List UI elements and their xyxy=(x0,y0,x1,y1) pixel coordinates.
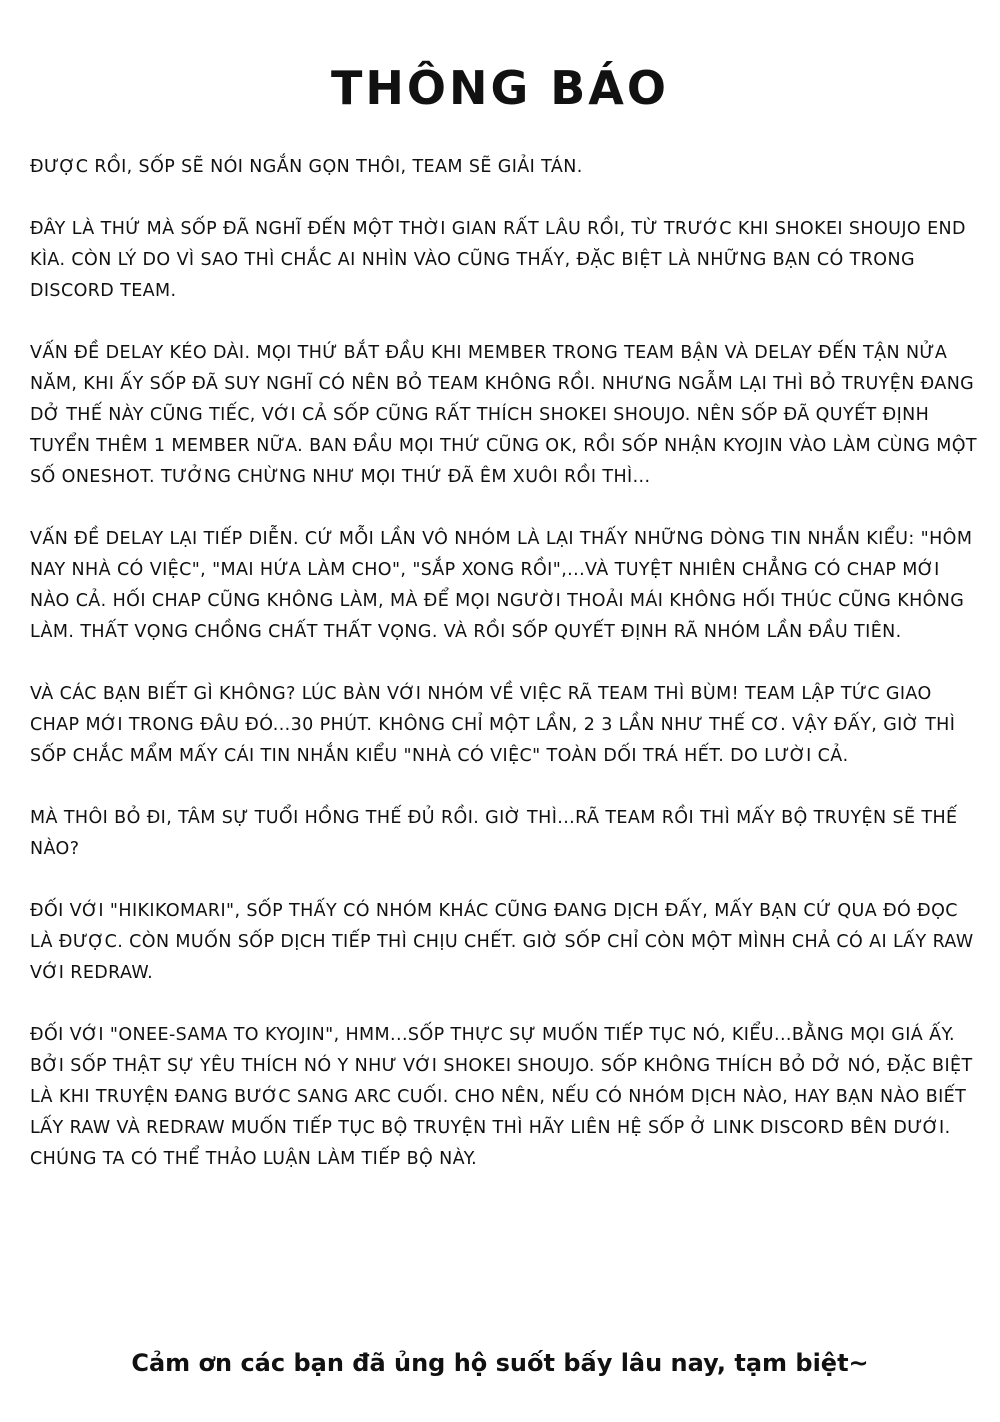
paragraph: VẤN ĐỀ DELAY KÉO DÀI. MỌI THỨ BẮT ĐẦU KHI MEMBER TRONG TEAM BẬN VÀ DELAY ĐẾN TẬN NỬA NĂM, KHI ẤY SỐP ĐÃ SUY NGHĨ CÓ NÊN BỎ TEAM KHÔNG RỒI. NHƯNG NGẪM LẠI THÌ BỎ TRUYỆN ĐANG DỞ THẾ NÀY CŨNG TIẾC, VỚI CẢ SỐP CŨNG RẤT THÍCH SHOKEI SHOUJO. NÊN SỐP ĐÃ QUYẾT ĐỊNH TUYỂN THÊM 1 MEMBER NỮA. BAN ĐẦU MỌI THỨ CŨNG OK, RỒI SỐP NHẬN KYOJIN VÀO LÀM CÙNG MỘT SỐ ONESHOT. TƯỞNG CHỪNG NHƯ MỌI THỨ ĐÃ ÊM XUÔI RỒI THÌ... xyxy=(30,343,977,487)
paragraph: ĐÂY LÀ THỨ MÀ SỐP ĐÃ NGHĨ ĐẾN MỘT THỜI GIAN RẤT LÂU RỒI, TỪ TRƯỚC KHI SHOKEI SHOUJO END KÌA. CÒN LÝ DO VÌ SAO THÌ CHẮC AI NHÌN VÀO CŨNG THẤY, ĐẶC BIỆT LÀ NHỮNG BẠN CÓ TRONG DISCORD TEAM. xyxy=(30,219,966,301)
page-title: THÔNG BÁO xyxy=(330,61,670,115)
paragraph: ĐỐI VỚI "HIKIKOMARI", SỐP THẤY CÓ NHÓM KHÁC CŨNG ĐANG DỊCH ĐẤY, MẤY BẠN CỨ QUA ĐÓ ĐỌC LÀ ĐƯỢC. CÒN MUỐN SỐP DỊCH TIẾP THÌ CHỊU CHẾT. GIỜ SỐP CHỈ CÒN MỘT MÌNH CHẢ CÓ AI LẤY RAW VỚI REDRAW. xyxy=(30,901,974,983)
closing-message: Cảm ơn các bạn đã ủng hộ suốt bấy lâu nay, tạm biệt~ xyxy=(131,1349,869,1377)
paragraph: VÀ CÁC BẠN BIẾT GÌ KHÔNG? LÚC BÀN VỚI NHÓM VỀ VIỆC RÃ TEAM THÌ BÙM! TEAM LẬP TỨC GIAO CHAP MỚI TRONG ĐÂU ĐÓ...30 PHÚT. KHÔNG CHỈ MỘT LẦN, 2 3 LẦN NHƯ THẾ CƠ. VẬY ĐẤY, GIỜ THÌ SỐP CHẮC MẨM MẤY CÁI TIN NHẮN KIỂU "NHÀ CÓ VIỆC" TOÀN DỐI TRÁ HẾT. DO LƯỜI CẢ. xyxy=(30,684,956,766)
paragraph: ĐỐI VỚI "ONEE-SAMA TO KYOJIN", HMM...SỐP THỰC SỰ MUỐN TIẾP TỤC NÓ, KIỂU...BẰNG MỌI GIÁ ẤY. BỞI SỐP THẬT SỰ YÊU THÍCH NÓ Y NHƯ VỚI SHOKEI SHOUJO. SỐP KHÔNG THÍCH BỎ DỞ NÓ, ĐẶC BIỆT LÀ KHI TRUYỆN ĐANG BƯỚC SANG ARC CUỐI. CHO NÊN, NẾU CÓ NHÓM DỊCH NÀO, HAY BẠN NÀO BIẾT LẤY RAW VÀ REDRAW MUỐN TIẾP TỤC BỘ TRUYỆN THÌ HÃY LIÊN HỆ SỐP Ở LINK DISCORD BÊN DƯỚI. CHÚNG TA CÓ THỂ THẢO LUẬN LÀM TIẾP BỘ NÀY. xyxy=(30,1025,973,1169)
paragraph: MÀ THÔI BỎ ĐI, TÂM SỰ TUỔI HỒNG THẾ ĐỦ RỒI. GIỜ THÌ...RÃ TEAM RỒI THÌ MẤY BỘ TRUYỆN SẼ THẾ NÀO? xyxy=(30,808,958,859)
paragraph: VẤN ĐỀ DELAY LẠI TIẾP DIỄN. CỨ MỖI LẦN VÔ NHÓM LÀ LẠI THẤY NHỮNG DÒNG TIN NHẮN KIỂU: "HÔM NAY NHÀ CÓ VIỆC", "MAI HỨA LÀM CHO", "SẮP XONG RỒI",...VÀ TUYỆT NHIÊN CHẲNG CÓ CHAP MỚI NÀO CẢ. HỐI CHAP CŨNG KHÔNG LÀM, MÀ ĐỂ MỌI NGƯỜI THOẢI MÁI KHÔNG HỐI THÚC CŨNG KHÔNG LÀM. THẤT VỌNG CHỒNG CHẤT THẤT VỌNG. VÀ RỒI SỐP QUYẾT ĐỊNH RÃ NHÓM LẦN ĐẦU TIÊN. xyxy=(30,529,973,642)
paragraph: ĐƯỢC RỒI, SỐP SẼ NÓI NGẮN GỌN THÔI, TEAM SẼ GIẢI TÁN. xyxy=(30,157,583,177)
announcement-body xyxy=(30,152,980,1206)
